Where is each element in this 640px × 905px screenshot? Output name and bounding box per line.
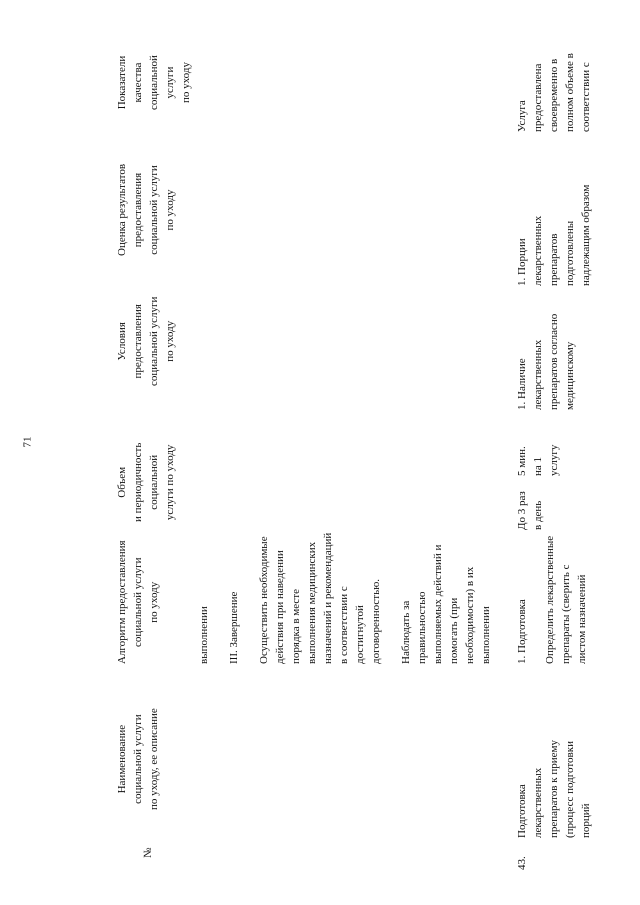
header-quality: Показатели качества социальной услуги по уходу xyxy=(116,55,192,110)
row43-quality: Услуга предоставлена своевременно в полном объеме в соответствии с xyxy=(516,53,592,132)
page-number: 71 xyxy=(21,436,34,448)
row43-name: Подготовка лекарственных препаратов к приему (процесс подготовки порций xyxy=(516,740,592,838)
row43-conditions: 1. Наличие лекарственных препаратов согласно медицинскому xyxy=(516,313,576,410)
header-volume: Объем и периодичность социальной услуги по уходу xyxy=(116,442,176,522)
header-conditions: Условия предоставления социальной услуги по уходу xyxy=(116,296,176,386)
row43-evaluation: 1. Порции лекарственных препаратов подготовлены надлежащим образом xyxy=(516,184,592,286)
header-algorithm: Алгоритм предоставления социальной услуги по уходу xyxy=(116,540,160,664)
row43-algorithm: 1. Подготовка Определить лекарственные препараты (сверить с листом назначений xyxy=(516,535,588,664)
row43-duration: 5 мин. на 1 услугу xyxy=(516,444,560,476)
header-name: Наименование социальной услуги по уходу, ее описание xyxy=(116,708,160,810)
header-evaluation: Оценка результатов предоставления социальной услуги по уходу xyxy=(116,163,176,256)
header-num: № xyxy=(142,847,154,858)
continuation-text: выполнении III. Завершение Осуществить необходимые действия при наведении порядка в месте выполнения медицинских назначений и рекомендаций в соответствии с достигнутой договоренностью. Наблюдать за правильностью выполняемых действий и помогать (при необходимости) в их выполнении xyxy=(198,532,492,664)
row43-num: 43. xyxy=(516,856,528,870)
row43-frequency: До 3 раз в день xyxy=(516,491,544,530)
